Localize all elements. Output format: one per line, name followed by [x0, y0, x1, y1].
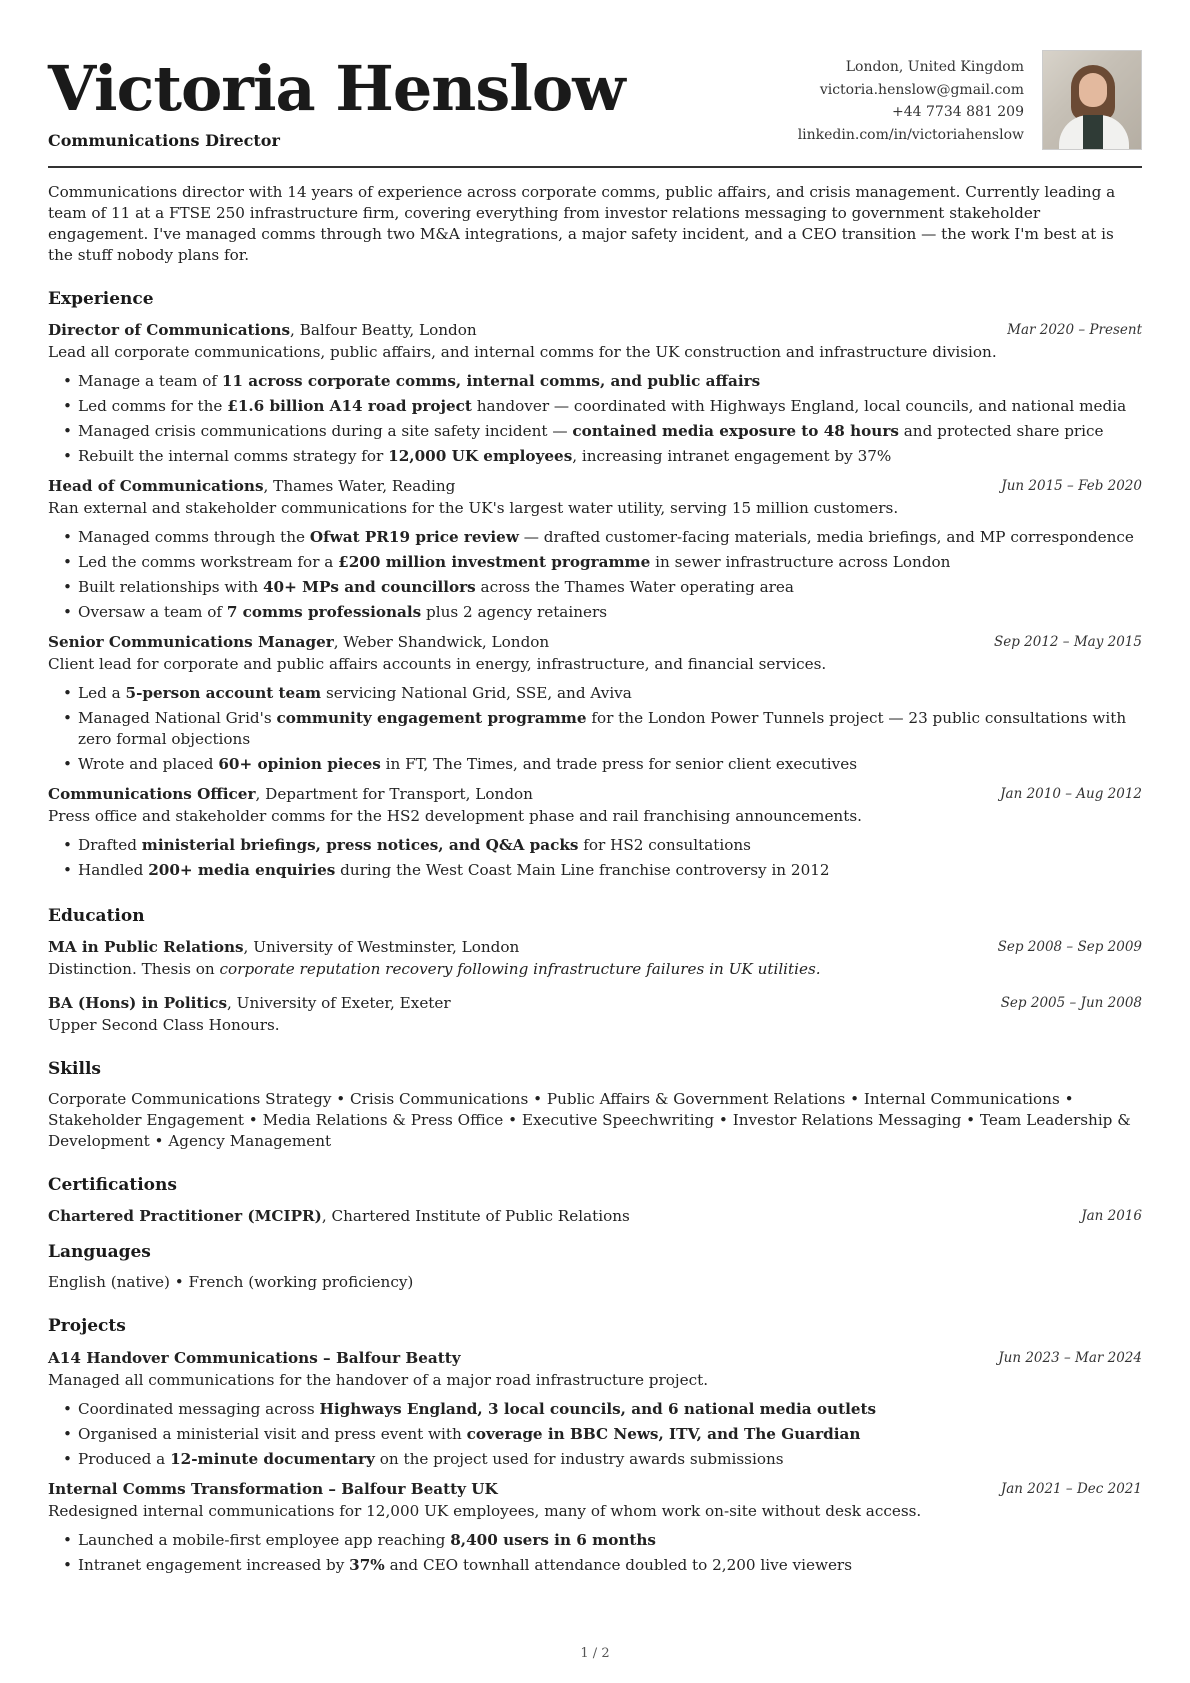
bullet-item [48, 527, 1142, 548]
summary-paragraph: Communications director with 14 years of experience across corporate comms, public affairs, and crisis management. Currently leading a team of 11 at a FTSE 250 infrastructure firm, covering everything from investor relations messaging to government stakeholder engagement. I've managed comms through two M&A integrations, a major safety incident, and a CEO transition — the work I'm best at is the stuff nobody plans for. [48, 183, 1116, 264]
bullet-text: Wrote and placed [78, 755, 219, 774]
education-heading [48, 992, 1142, 1014]
profile-photo [1042, 50, 1142, 150]
experience-heading [48, 475, 1142, 497]
bullet-bold-text: 7 comms professionals [226, 603, 422, 622]
bullet-text: Led the comms workstream for a [78, 553, 339, 572]
bullet-item [48, 1399, 1142, 1420]
project-dates: Jan 2021 – Dec 2021 [1000, 1480, 1142, 1497]
bullet-item [48, 1530, 1142, 1551]
education-entry [48, 936, 1142, 980]
bullet-bold-text: 11 across corporate comms, internal comms, and public affairs [221, 372, 761, 391]
experience-heading [48, 783, 1142, 805]
contact-email[interactable]: victoria.henslow@gmail.com [819, 81, 1024, 98]
bullet-text: during the West Coast Main Line franchise controversy in 2012 [335, 861, 830, 880]
bullet-text: — drafted customer-facing materials, media briefings, and MP correspondence [518, 528, 1134, 547]
bullet-item [48, 396, 1142, 417]
job-description: Client lead for corporate and public affairs accounts in energy, infrastructure, and financial services. [48, 655, 827, 674]
bullet-item [48, 1555, 1142, 1576]
project-name: Internal Comms Transformation – Balfour Beatty UK [48, 1479, 498, 1498]
bullet-text: handover — coordinated with Highways England, local councils, and national media [471, 397, 1127, 416]
bullet-text: Produced a [78, 1449, 171, 1468]
education-entry [48, 992, 1142, 1036]
bullet-item [48, 860, 1142, 881]
bullet-bold-text: Highways England, 3 local councils, and 6 national media outlets [319, 1399, 877, 1418]
bullet-bold-text: coverage in BBC News, ITV, and The Guardian [466, 1424, 861, 1443]
bullet-text: Managed comms through the [78, 528, 310, 547]
bullet-list [48, 371, 1142, 467]
institution: , University of Westminster, London [243, 938, 520, 957]
job-role: Communications Officer [48, 785, 256, 804]
bullet-text: Led a [78, 684, 126, 703]
section-title-projects: Projects [48, 1316, 126, 1337]
bullet-bold-text: 12-minute documentary [170, 1449, 375, 1468]
education-desc-text: Distinction. Thesis on [48, 960, 220, 979]
bullet-text: Managed crisis communications during a site safety incident — [78, 422, 573, 441]
job-organization: , Weber Shandwick, London [333, 633, 550, 652]
experience-list [48, 319, 1142, 881]
bullet-text: , increasing intranet engagement by 37% [572, 447, 892, 466]
resume-page [48, 50, 1142, 1584]
projects-list [48, 1347, 1142, 1576]
education-desc-italic: corporate reputation recovery following infrastructure failures in UK utilities. [219, 960, 821, 979]
job-dates: Jan 2010 – Aug 2012 [1000, 786, 1142, 803]
bullet-item [48, 577, 1142, 598]
bullet-item [48, 1424, 1142, 1445]
bullet-list [48, 835, 1142, 881]
education-dates: Sep 2005 – Jun 2008 [1000, 995, 1142, 1012]
education-dates: Sep 2008 – Sep 2009 [997, 939, 1142, 956]
job-dates: Sep 2012 – May 2015 [993, 634, 1142, 651]
bullet-bold-text: 40+ MPs and councillors [262, 578, 476, 597]
bullet-list [48, 527, 1142, 623]
candidate-name: Victoria Henslow [48, 52, 625, 125]
bullet-text: across the Thames Water operating area [475, 578, 794, 597]
bullet-bold-text: 37% [349, 1555, 385, 1574]
job-dates: Jun 2015 – Feb 2020 [1001, 478, 1142, 495]
job-organization: , Thames Water, Reading [263, 477, 456, 496]
bullet-list [48, 1399, 1142, 1470]
contact-phone: +44 7734 881 209 [892, 104, 1024, 120]
bullet-list [48, 1530, 1142, 1576]
bullet-text: in sewer infrastructure across London [650, 553, 951, 572]
languages-list: English (native) • French (working proficiency) [48, 1273, 414, 1292]
bullet-item [48, 835, 1142, 856]
education-description [48, 958, 1142, 980]
experience-entry [48, 319, 1142, 467]
bullet-bold-text: 5-person account team [125, 684, 322, 703]
bullet-text: Coordinated messaging across [78, 1399, 320, 1418]
bullet-text: Drafted [78, 836, 142, 855]
certification-name: Chartered Practitioner (MCIPR) [48, 1207, 322, 1226]
bullet-item [48, 552, 1142, 573]
bullet-bold-text: £1.6 billion A14 road project [227, 397, 472, 416]
contact-location: London, United Kingdom [845, 59, 1024, 75]
bullet-bold-text: Ofwat PR19 price review [309, 528, 519, 547]
skills-list: Corporate Communications Strategy • Crisis Communications • Public Affairs & Government Relations • Internal Communications • Stakeholder Engagement • Media Relations & Press Office • Executive Speechwriting • Investor Relations Messaging • Team Leadership & Development • Agency Management [48, 1090, 1131, 1151]
section-title-certifications: Certifications [48, 1175, 177, 1196]
section-title-experience: Experience [48, 289, 154, 309]
bullet-bold-text: 60+ opinion pieces [218, 755, 381, 774]
project-entry [48, 1347, 1142, 1470]
project-heading [48, 1478, 1142, 1500]
bullet-text: Oversaw a team of [78, 603, 227, 622]
institution: , University of Exeter, Exeter [227, 994, 451, 1013]
job-role: Senior Communications Manager [48, 633, 334, 652]
experience-heading [48, 319, 1142, 341]
bullet-text: plus 2 agency retainers [421, 603, 608, 622]
project-description: Redesigned internal communications for 12,000 UK employees, many of whom work on-site without desk access. [48, 1501, 922, 1520]
experience-entry [48, 631, 1142, 775]
bullet-text: Built relationships with [78, 578, 263, 597]
bullet-text: and CEO townhall attendance doubled to 2,200 live viewers [384, 1555, 852, 1574]
bullet-text: Manage a team of [78, 372, 222, 391]
bullet-text: Rebuilt the internal comms strategy for [78, 447, 389, 466]
project-dates: Jun 2023 – Mar 2024 [998, 1349, 1142, 1366]
degree-name: MA in Public Relations [48, 938, 244, 957]
certification-issuer: , Chartered Institute of Public Relations [321, 1207, 630, 1226]
bullet-item [48, 754, 1142, 775]
bullet-bold-text: £200 million investment programme [338, 553, 651, 572]
education-desc-text: Upper Second Class Honours. [48, 1016, 280, 1035]
job-role: Director of Communications [48, 321, 291, 340]
certification-date: Jan 2016 [1081, 1208, 1142, 1225]
page-number: 1 / 2 [580, 1646, 610, 1661]
job-dates: Mar 2020 – Present [1007, 322, 1142, 339]
bullet-text: Managed National Grid's [78, 709, 277, 728]
job-role: Head of Communications [48, 477, 264, 496]
bullet-bold-text: 12,000 UK employees [388, 447, 573, 466]
bullet-bold-text: ministerial briefings, press notices, and Q&A packs [141, 836, 579, 855]
bullet-text: for HS2 consultations [578, 836, 751, 855]
education-description [48, 1014, 1142, 1036]
bullet-item [48, 708, 1142, 750]
project-heading [48, 1347, 1142, 1369]
bullet-bold-text: 8,400 users in 6 months [450, 1530, 656, 1549]
section-title-skills: Skills [48, 1059, 102, 1080]
section-title-languages: Languages [48, 1242, 151, 1263]
bullet-list [48, 683, 1142, 775]
job-description: Ran external and stakeholder communications for the UK's largest water utility, serving 15 million customers. [48, 499, 899, 518]
bullet-item [48, 1449, 1142, 1470]
education-heading [48, 936, 1142, 958]
project-name: A14 Handover Communications – Balfour Beatty [48, 1348, 461, 1367]
bullet-text: Led comms for the [78, 397, 228, 416]
bullet-text: Organised a ministerial visit and press event with [78, 1424, 467, 1443]
header-divider [48, 166, 1142, 168]
experience-heading [48, 631, 1142, 653]
bullet-text: in FT, The Times, and trade press for senior client executives [380, 755, 858, 774]
bullet-bold-text: 200+ media enquiries [148, 861, 336, 880]
bullet-item [48, 421, 1142, 442]
bullet-item [48, 602, 1142, 623]
bullet-item [48, 683, 1142, 704]
degree-name: BA (Hons) in Politics [48, 994, 228, 1013]
bullet-bold-text: contained media exposure to 48 hours [572, 422, 899, 441]
contact-block [798, 56, 1024, 146]
contact-linkedin[interactable]: linkedin.com/in/victoriahenslow [797, 126, 1024, 143]
certifications-list [48, 1205, 1142, 1227]
bullet-text: on the project used for industry awards submissions [374, 1449, 784, 1468]
section-title-education: Education [48, 906, 145, 927]
bullet-text: Launched a mobile-first employee app reaching [78, 1530, 451, 1549]
education-list [48, 936, 1142, 1036]
job-description: Lead all corporate communications, public affairs, and internal comms for the UK construction and infrastructure division. [48, 343, 997, 362]
project-entry [48, 1478, 1142, 1576]
experience-entry [48, 783, 1142, 881]
project-description: Managed all communications for the handover of a major road infrastructure project. [48, 1370, 709, 1389]
bullet-item [48, 446, 1142, 467]
job-organization: , Balfour Beatty, London [290, 321, 477, 340]
bullet-item [48, 371, 1142, 392]
certification-entry [48, 1205, 1142, 1227]
experience-entry [48, 475, 1142, 623]
bullet-bold-text: community engagement programme [276, 709, 587, 728]
bullet-text: Handled [78, 861, 149, 880]
resume-header [48, 50, 1142, 166]
bullet-text: Intranet engagement increased by [78, 1555, 350, 1574]
job-title: Communications Director [48, 131, 280, 150]
job-organization: , Department for Transport, London [255, 785, 533, 804]
bullet-text: and protected share price [898, 422, 1104, 441]
bullet-text: for the London Power Tunnels project — 23 public consultations with zero formal objections [78, 709, 1127, 749]
job-description: Press office and stakeholder comms for the HS2 development phase and rail franchising announcements. [48, 807, 862, 826]
bullet-text: servicing National Grid, SSE, and Aviva [321, 684, 632, 703]
